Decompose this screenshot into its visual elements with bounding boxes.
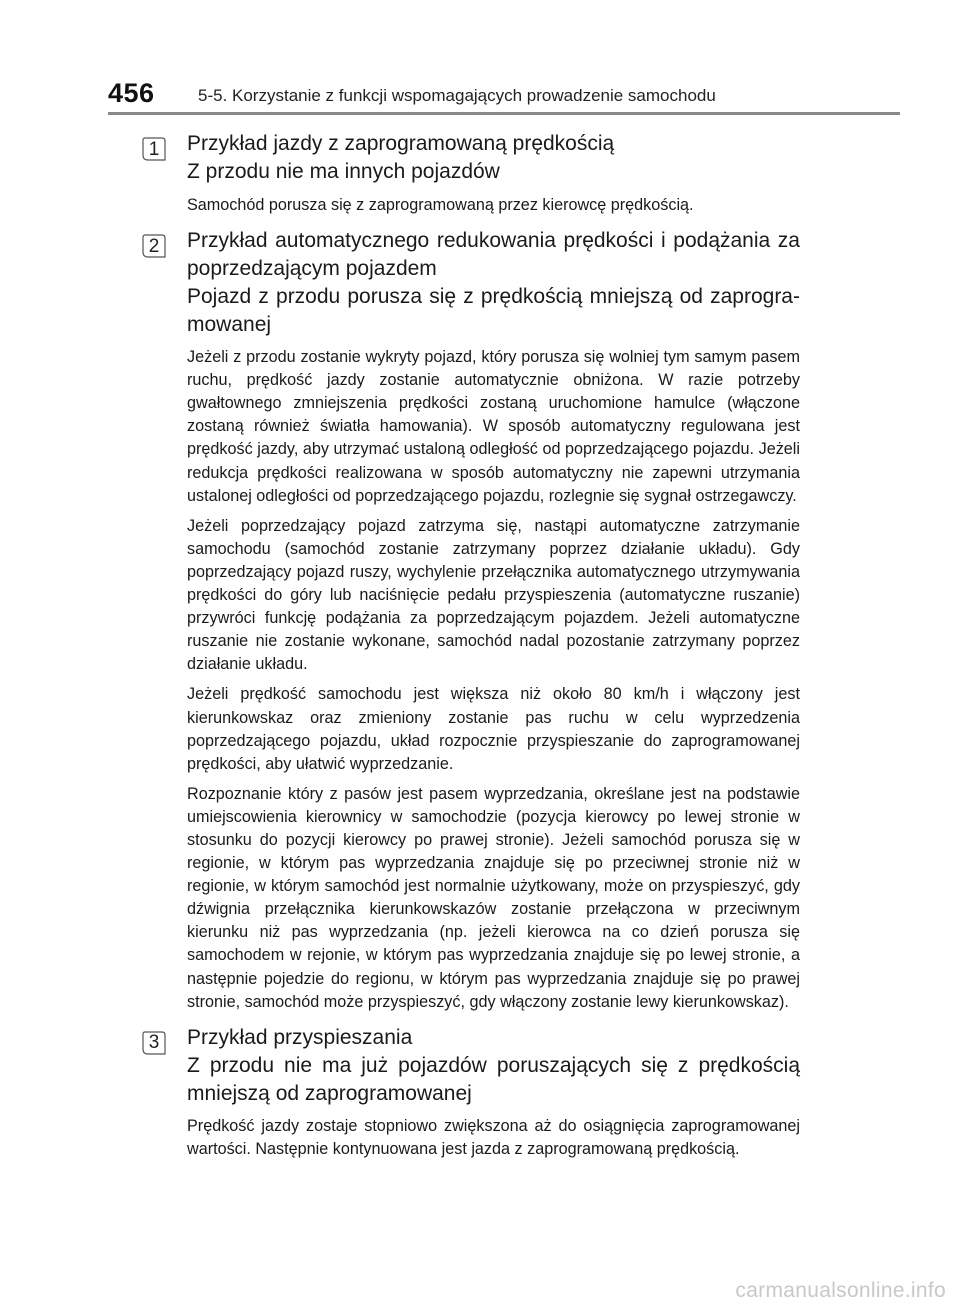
step-marker-3 — [140, 1029, 168, 1057]
section-heading-line: Przykład przyspieszania — [187, 1025, 413, 1049]
header-rule — [108, 112, 900, 115]
page-content — [140, 130, 800, 1167]
section-heading-line: Pojazd z przodu porusza się z prędkością mniejszą od zaprogramowanej — [187, 285, 800, 337]
section-paragraph: Samochód porusza się z zaprogramowaną przez kierowcę prędkością. — [187, 196, 694, 214]
step-marker-1 — [140, 135, 168, 163]
page-header — [0, 0, 960, 116]
section-paragraph: Jeżeli prędkość samochodu jest większa niż około 80 km/h i włączony jest kierunkowskaz oraz zmieniony zostanie pas ruchu w celu wyprzedzenia poprzedzającego pojazdu, układ rozpocznie przyspieszanie do zaprogramowanej prędkości, aby ułatwić wyprzedzanie. — [187, 685, 800, 773]
section-1 — [140, 130, 800, 217]
section-heading-line: Przykład jazdy z zaprogramowaną prędkością — [187, 132, 615, 155]
section-heading-line: Z przodu nie ma już pojazdów poruszających się z prędkością mniejszą od zaprogramowanej — [187, 1053, 800, 1105]
page-number: 456 — [108, 78, 155, 108]
section-paragraph: Rozpoznanie który z pasów jest pasem wyprzedzania, określane jest na podstawie umiejscowienia kierownicy w samochodzie (pozycja kierowcy po lewej stronie w stosunku do pozycji kierowcy po prawej stronie). Jeżeli samochód porusza się w regionie, w którym pas wyprzedzania znajduje się po przeciwnej stronie niż w regionie, w którym samochód jest normalnie użytkowany, może on przyspieszyć, gdy dźwignia przełącznika kierunkowskazów zostanie przełączona w przeciwnym kierunku niż pas wyprzedzania (np. jeżeli kierowca na co dzień porusza się samochodem w rejonie, w którym pas wyprzedzania znajduje się po lewej stronie, a następnie pojedzie do regionu, w którym pas wyprzedzania znajduje się po prawej stronie, samochód może przyspieszyć, gdy włączony zostanie lewy kierunkowskaz). — [187, 784, 800, 1011]
step-marker-label: 2 — [148, 235, 160, 257]
section-heading-line: Przykład automatycznego redukowania prędkości i podążania za poprzedzającym pojazdem — [187, 229, 800, 281]
section-paragraph: Jeżeli z przodu zostanie wykryty pojazd, który porusza się wolniej tym samym pasem ruchu, prędkość jazdy zostanie automatycznie obniżona. W razie potrzeby gwałtownego zmniejszenia prędkości zostaną uruchomione hamulce (włączone zostaną również światła hamowania). W sposób automatyczny regulowana jest prędkość jazdy, aby utrzymać ustaloną odległość od poprzedzającego pojazdu. Jeżeli redukcja prędkości realizowana w sposób automatyczny nie zapewni utrzymania ustalonej odległości od poprzedzającego pojazdu, rozlegnie się sygnał ostrzegawczy. — [187, 348, 800, 505]
step-marker-2 — [140, 232, 168, 260]
section-paragraph: Jeżeli poprzedzający pojazd zatrzyma się, nastąpi automatyczne zatrzymanie samochodu (samochód zostanie zatrzymany poprzez działanie układu). Gdy poprzedzający pojazd ruszy, wychylenie przełącznika automatycznego utrzymywania prędkości do góry lub naciśnięcie pedału przyspieszenia (automatyczne ruszanie) przywróci funkcję podążania za poprzedzającym pojazdem. Jeżeli automatyczne ruszanie nie zostanie wykonane, samochód nadal pozostanie zatrzymany poprzez działanie układu. — [187, 516, 800, 674]
section-heading-line: Z przodu nie ma innych pojazdów — [187, 160, 500, 183]
section-3 — [140, 1024, 800, 1161]
chapter-title: 5-5. Korzystanie z funkcji wspomagających prowadzenie samochodu — [198, 86, 716, 105]
watermark: carmanualsonline.info — [735, 1279, 946, 1302]
section-paragraph: Prędkość jazdy zostaje stopniowo zwiększona aż do osiągnięcia zaprogramowanej wartości. Następnie kontynuowana jest jazda z zaprogramowaną prędkością. — [187, 1116, 800, 1158]
section-2 — [140, 227, 800, 1014]
step-marker-label: 1 — [148, 138, 160, 160]
step-marker-label: 3 — [148, 1032, 160, 1054]
